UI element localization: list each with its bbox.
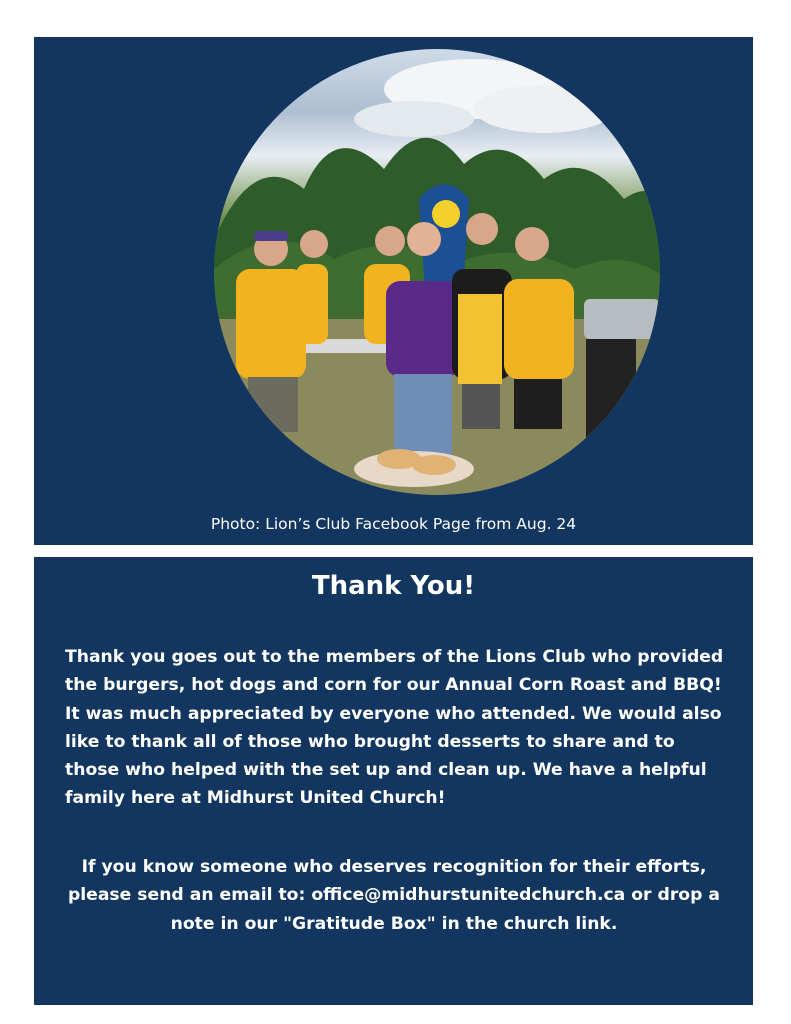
photo-caption: Photo: Lion’s Club Facebook Page from Aug. 24	[210, 515, 577, 533]
photo-panel	[34, 37, 753, 545]
thank-you-panel	[34, 557, 753, 1005]
recognition-paragraph: If you know someone who deserves recognition for their efforts, please send an email to: office@midhurstunitedchurch.ca or drop a note in our "Gratitude Box" in the church link.	[67, 857, 720, 934]
thank-you-title: Thank You!	[311, 571, 476, 601]
group-photo	[214, 49, 660, 495]
volunteers-bbq-illustration	[214, 49, 660, 495]
thank-you-paragraph: Thank you goes out to the members of the Lions Club who provided the burgers, hot dogs and corn for our Annual Corn Roast and BBQ! It was much appreciated by everyone who attended. We would also like to thank all of those who brought desserts to share and to those who helped with the set up and clean up. We have a helpful family here at Midhurst United Church!	[65, 647, 724, 809]
